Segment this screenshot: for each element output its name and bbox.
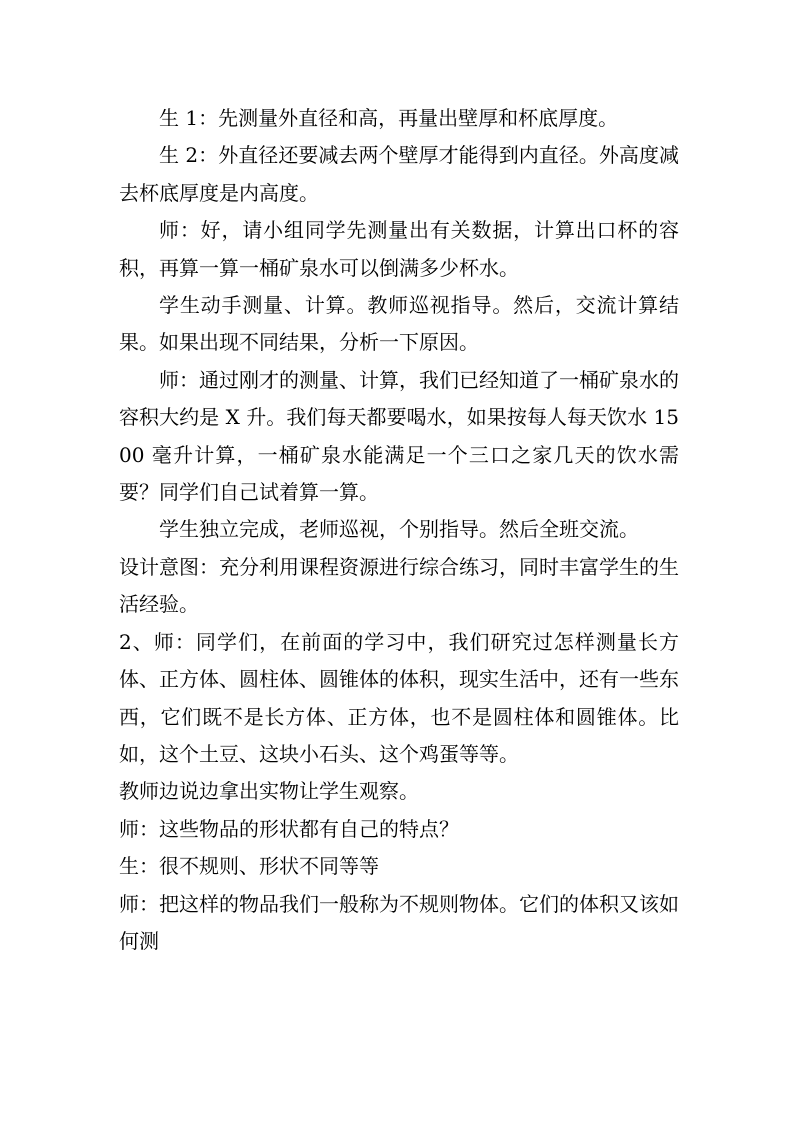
paragraph-student2-inner-diameter: 生 2：外直径还要减去两个壁厚才能得到内直径。外高度减去杯底厚度是内高度。 [119,143,679,205]
paragraph-teacher-shows-objects: 教师边说边拿出实物让学生观察。 [119,779,419,804]
paragraph-teacher-water-question: 师：通过刚才的测量、计算，我们已经知道了一桶矿泉水的容积大约是 X 升。我们每天都要喝水，如果按每人每天饮水 1500 毫升计算，一桶矿泉水能满足一个三口之家几天的饮水需要？同学们自己试着算一算。 [119,367,679,505]
paragraph-teacher-irregular-intro: 2、师：同学们，在前面的学习中，我们研究过怎样测量长方体、正方体、圆柱体、圆锥体的体积，现实生活中，还有一些东西，它们既不是长方体、正方体，也不是圆柱体和圆锥体。比如，这个土豆、这块小石头、这个鸡蛋等等。 [119,629,679,766]
paragraph-students-calculate: 学生动手测量、计算。教师巡视指导。然后，交流计算结果。如果出现不同结果，分析一下原因。 [119,293,679,355]
paragraph-teacher-shape-question: 师：这些物品的形状都有自己的特点？ [119,816,459,841]
paragraph-design-intent: 设计意图：充分利用课程资源进行综合练习，同时丰富学生的生活经验。 [119,554,679,617]
paragraph-teacher-irregular-volume: 师：把这样的物品我们一般称为不规则物体。它们的体积又该如何测 [119,891,679,953]
paragraph-student1-measure: 生 1：先测量外直径和高，再量出壁厚和杯底厚度。 [159,106,619,130]
paragraph-student-irregular-answer: 生：很不规则、形状不同等等 [119,854,379,879]
paragraph-students-independent: 学生独立完成，老师巡视，个别指导。然后全班交流。 [159,517,639,542]
document-body [119,100,679,960]
paragraph-teacher-group-task: 师：好，请小组同学先测量出有关数据，计算出口杯的容积，再算一算一桶矿泉水可以倒满多少杯水。 [119,218,679,280]
